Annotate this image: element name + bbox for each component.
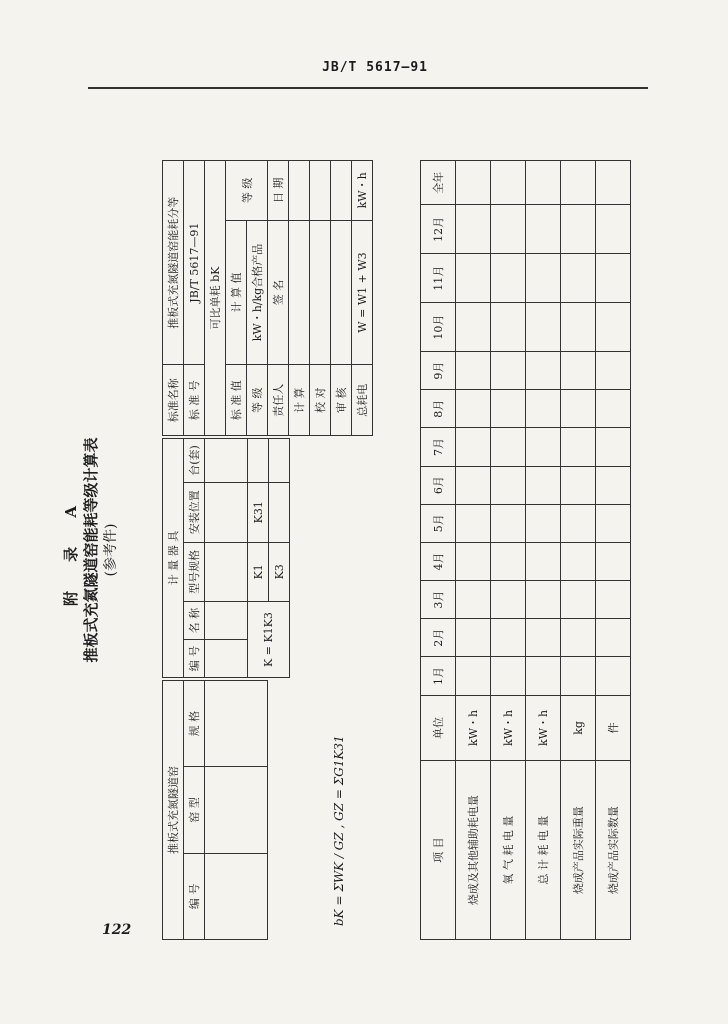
row-item: 氧 气 耗 电 量 bbox=[491, 761, 526, 940]
responsible-label: 责任人 bbox=[268, 365, 289, 436]
month-header: 全年 bbox=[421, 161, 456, 205]
month-header: 1月 bbox=[421, 657, 456, 695]
row-item: 烧成及其他辅助耗电量 bbox=[456, 761, 491, 940]
kiln-header: 推板式充氮隧道窑 bbox=[163, 681, 184, 940]
month-header: 3月 bbox=[421, 581, 456, 619]
monthly-table bbox=[420, 160, 631, 940]
row-unit: kW・h bbox=[526, 695, 561, 761]
review-label: 审 核 bbox=[331, 365, 352, 436]
row-unit: 件 bbox=[596, 695, 631, 761]
item-header: 项 目 bbox=[421, 761, 456, 940]
month-header: 12月 bbox=[421, 205, 456, 254]
meter-table bbox=[162, 438, 290, 678]
month-header: 4月 bbox=[421, 542, 456, 580]
kiln-col-no: 编 号 bbox=[184, 853, 205, 939]
table-row bbox=[456, 161, 491, 940]
grade-label: 等 级 bbox=[247, 365, 268, 436]
meter-col-location: 安装位置 bbox=[184, 482, 205, 542]
title-block bbox=[40, 160, 160, 940]
table-title: 推板式充氮隧道窑能耗等级计算表 bbox=[82, 437, 100, 663]
k31-cell: K31 bbox=[248, 482, 269, 542]
standard-header: JB/T 5617—91 bbox=[322, 60, 428, 75]
appendix-title: 附 录 A bbox=[62, 493, 80, 607]
table-row bbox=[596, 161, 631, 940]
std-value-label: 标 准 值 bbox=[226, 365, 247, 436]
row-item: 烧成产品实际数量 bbox=[596, 761, 631, 940]
unit-header: 单位 bbox=[421, 695, 456, 761]
grade-col: 等 级 bbox=[226, 161, 268, 221]
row-unit: kW・h bbox=[456, 695, 491, 761]
meter-col-count: 台(套) bbox=[184, 439, 205, 483]
meter-header: 计 量 器 具 bbox=[163, 439, 184, 678]
header-rule bbox=[88, 87, 648, 89]
standard-table bbox=[162, 160, 373, 436]
total-formula: W = W1 + W3 bbox=[352, 220, 373, 365]
meter-col-model: 型号规格 bbox=[184, 542, 205, 602]
table-row bbox=[561, 161, 596, 940]
table-row bbox=[491, 161, 526, 940]
month-header: 7月 bbox=[421, 428, 456, 466]
calc-value-label: 计 算 值 bbox=[226, 220, 247, 365]
calc-label: 计 算 bbox=[289, 365, 310, 436]
date-label: 日 期 bbox=[268, 161, 289, 221]
energy-label: 可比单耗 bK bbox=[205, 161, 226, 436]
row-item: 总 计 耗 电 量 bbox=[526, 761, 561, 940]
total-label: 总耗电 bbox=[352, 365, 373, 436]
row-unit: kg bbox=[561, 695, 596, 761]
rotated-sheet bbox=[40, 160, 620, 940]
k-formula: K = K1K3 bbox=[248, 602, 290, 678]
meter-col-name: 名 称 bbox=[184, 602, 205, 640]
page-number: 122 bbox=[102, 922, 132, 938]
kiln-table bbox=[162, 680, 268, 940]
calc-grid bbox=[162, 160, 620, 940]
std-name-value: 推板式充氮隧道窑能耗分等 bbox=[163, 161, 184, 365]
table-row bbox=[526, 161, 561, 940]
kiln-col-spec: 规 格 bbox=[184, 681, 205, 767]
row-item: 烧成产品实际重量 bbox=[561, 761, 596, 940]
sign-label: 签 名 bbox=[268, 220, 289, 365]
std-name-label: 标准名称 bbox=[163, 365, 184, 436]
kiln-col-type: 窑 型 bbox=[184, 767, 205, 853]
total-unit: kW・h bbox=[352, 161, 373, 221]
reference-note: (参考件) bbox=[103, 523, 119, 577]
std-no-value: JB/T 5617—91 bbox=[184, 161, 205, 365]
month-header: 5月 bbox=[421, 504, 456, 542]
month-header: 10月 bbox=[421, 303, 456, 352]
bk-formula: bK = ΣWK / GZ , GZ = ΣG1K31 bbox=[332, 735, 346, 926]
month-header: 9月 bbox=[421, 352, 456, 390]
k1-cell: K1 bbox=[248, 542, 269, 602]
month-header: 8月 bbox=[421, 390, 456, 428]
month-header: 2月 bbox=[421, 619, 456, 657]
unit-label: kW・h/kg合格产品 bbox=[247, 220, 268, 365]
meter-col-no: 编 号 bbox=[184, 640, 205, 678]
month-header: 11月 bbox=[421, 254, 456, 303]
std-no-label: 标 准 号 bbox=[184, 365, 205, 436]
month-header: 6月 bbox=[421, 466, 456, 504]
check-label: 校 对 bbox=[310, 365, 331, 436]
k3-cell: K3 bbox=[269, 542, 290, 602]
row-unit: kW・h bbox=[491, 695, 526, 761]
